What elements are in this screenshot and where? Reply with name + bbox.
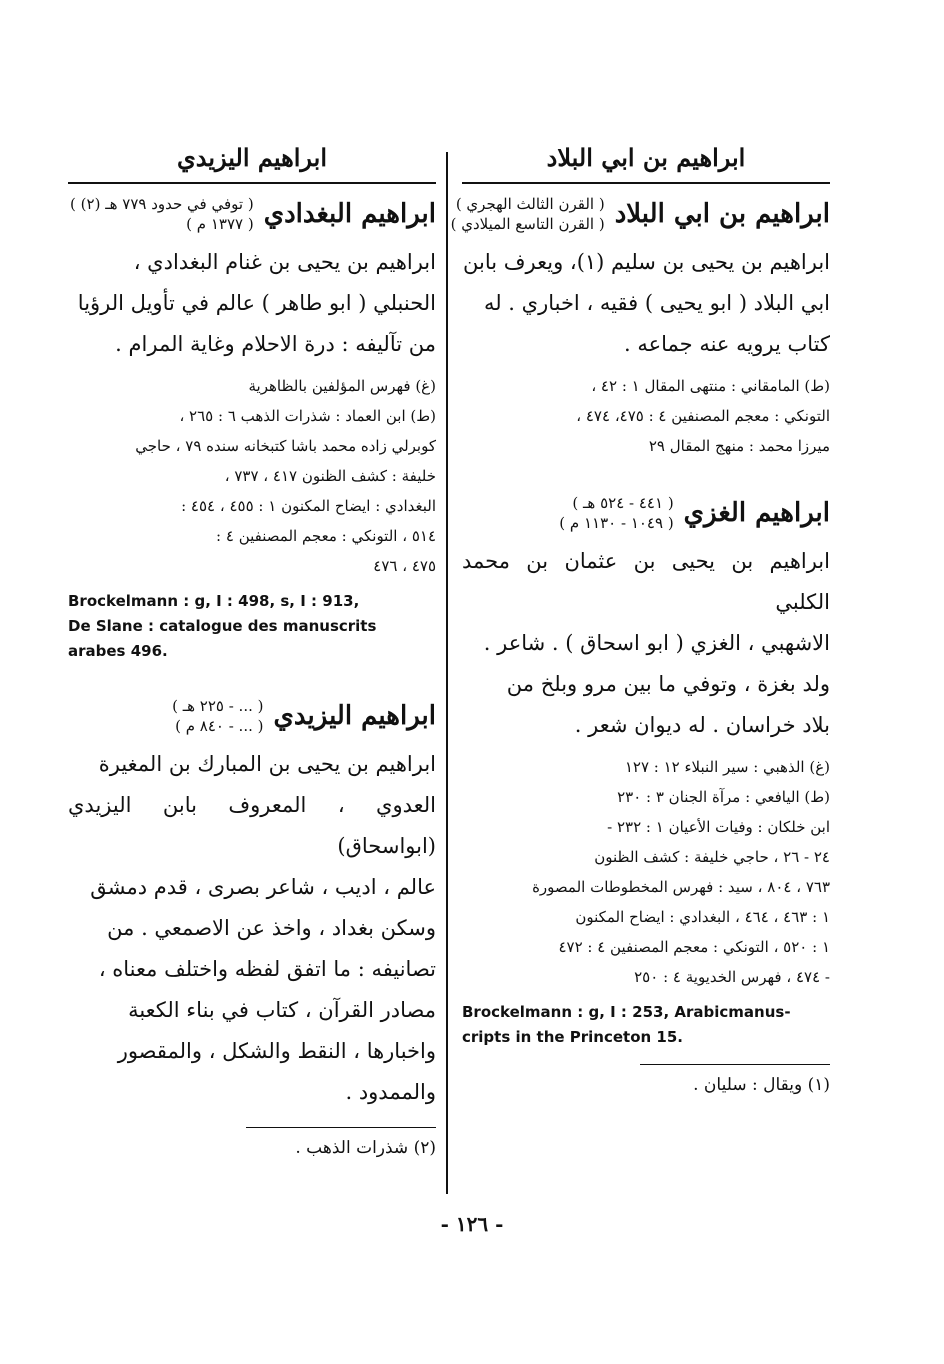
reference-line: ٤٧٥ ، ٤٧٦ bbox=[373, 557, 436, 575]
reference-line: كوبرلي زاده محمد باشا كتبخانه سنده ٧٩ ، حاجي bbox=[135, 437, 436, 455]
body-line: والممدود . bbox=[345, 1080, 436, 1104]
entry-references bbox=[68, 371, 436, 581]
body-line: العدوي ، المعروف بابن اليزيدي (ابواسحاق) bbox=[68, 793, 436, 858]
entry-date-hijri: ( ... - ٢٢٥ هـ ) bbox=[172, 697, 264, 715]
entry-dates bbox=[451, 194, 605, 234]
body-line: بلاد خراسان . له ديوان شعر . bbox=[574, 713, 830, 737]
body-line: ولد بغزة ، وتوفي ما بين مرو وبلخ من bbox=[506, 672, 830, 696]
reference-line: (غ) الذهبي : سير النبلاء ١٢ : ١٢٧ bbox=[624, 758, 830, 776]
running-header-left: ابراهيم اليزيدي bbox=[176, 143, 327, 172]
entry-references bbox=[462, 371, 830, 461]
entry-date-hijri: ( ٤٤١ - ٥٢٤ هـ ) bbox=[572, 494, 674, 512]
body-line: الاشهبي ، الغزي ( ابو اسحاق ) . شاعر . bbox=[483, 631, 830, 655]
entry-date-hijri: ( القرن الثالث الهجري ) bbox=[455, 195, 605, 213]
left-column bbox=[68, 140, 436, 1162]
reference-line: (ط) اليافعي : مرآة الجنان ٣ : ٢٣٠ bbox=[617, 788, 830, 806]
latin-citation bbox=[68, 589, 436, 664]
header-rule-left bbox=[68, 182, 436, 184]
page-number: - ١٢٦ - bbox=[440, 1212, 504, 1236]
entry-dates bbox=[172, 696, 263, 736]
entry-title: ابراهيم البغدادي bbox=[263, 199, 436, 229]
entry-body bbox=[462, 242, 830, 365]
reference-line: ١ : ٤٦٣ ، ٤٦٤ ، البغدادي : ايضاح المكنون bbox=[575, 908, 830, 926]
reference-line: (ط) ابن العماد : شذرات الذهب ٦ : ٢٦٥ ، bbox=[179, 407, 436, 425]
latin-citation bbox=[462, 1000, 830, 1050]
right-column bbox=[450, 140, 830, 1099]
reference-line: ٢٤ - ٢٦ ، حاجي خليفة : كشف الظنون bbox=[594, 848, 830, 866]
reference-line: ٥١٤ ، التونكي : معجم المصنفين ٤ : bbox=[216, 527, 436, 545]
body-line: وسكن بغداد ، واخذ عن الاصمعي . من bbox=[107, 916, 436, 940]
entry-date-gregorian: ( ١٣٧٧ م ) bbox=[186, 215, 254, 233]
reference-line: - ٤٧٤ ، فهرس الخديوية ٤ : ٢٥٠ bbox=[634, 968, 830, 986]
body-line: واخبارها ، النقط والشكل ، والمقصور bbox=[117, 1039, 436, 1063]
body-line: الحنبلي ( ابو طاهر ) عالم في تأويل الرؤيا bbox=[77, 291, 436, 315]
latin-line: Brockelmann : g, I : 253, Arabicmanus- bbox=[462, 1003, 791, 1021]
reference-line: ٧٦٣ ، ٨٠٤ ، سيد : فهرس المخطوطات المصورة bbox=[532, 878, 830, 896]
entry bbox=[450, 194, 830, 461]
entry-title: ابراهيم بن ابي البلاد bbox=[614, 199, 830, 229]
body-line: ابراهيم بن يحيى بن المبارك بن المغيرة bbox=[98, 752, 436, 776]
body-line: ابي البلاد ( ابو يحيى ) فقيه ، اخباري . له bbox=[483, 291, 830, 315]
entry-dates bbox=[559, 493, 673, 533]
entry-date-gregorian: ( ... - ٨٤٠ م ) bbox=[175, 717, 264, 735]
footnote-rule-right bbox=[640, 1064, 830, 1065]
body-line: عالم ، اديب ، شاعر بصرى ، قدم دمشق bbox=[90, 875, 436, 899]
body-line: تصانيفه : ما اتفق لفظه واختلف معناه ، bbox=[98, 957, 436, 981]
reference-line: ميرزا محمد : منهج المقال ٢٩ bbox=[648, 437, 830, 455]
entry-body bbox=[68, 744, 436, 1113]
entry-title: ابراهيم الغزي bbox=[683, 498, 830, 528]
reference-line: (ط) المامقاني : منتهى المقال ١ : ٤٢ ، bbox=[591, 377, 830, 395]
reference-line: خليفة : كشف الظنون ٤١٧ ، ٧٣٧ ، bbox=[224, 467, 436, 485]
body-line: ابراهيم بن يحيى بن عثمان بن محمد الكلبي bbox=[462, 549, 830, 614]
entry bbox=[68, 194, 436, 664]
latin-line: cripts in the Princeton 15. bbox=[462, 1028, 684, 1046]
footnote-left: (٢) شذرات الذهب . bbox=[295, 1138, 436, 1158]
footnote-rule-left bbox=[246, 1127, 436, 1128]
column-divider bbox=[446, 152, 448, 1194]
latin-line: arabes 496. bbox=[68, 642, 168, 660]
body-line: ابراهيم بن يحيى بن غنام البغدادي ، bbox=[133, 250, 436, 274]
entry-date-gregorian: ( القرن التاسع الميلادي ) bbox=[450, 215, 605, 233]
entry-dates bbox=[70, 194, 254, 234]
reference-line: البغدادي : ايضاح المكنون ١ : ٤٥٥ ، ٤٥٤ : bbox=[181, 497, 436, 515]
reference-line: ١ : ٥٢٠ ، التونكي : معجم المصنفين ٤ : ٤٧٢ bbox=[558, 938, 830, 956]
body-line: كتاب يرويه عنه جماعه . bbox=[624, 332, 830, 356]
entry bbox=[68, 696, 436, 1113]
entry-references bbox=[462, 752, 830, 992]
latin-line: Brockelmann : g, I : 498, s, I : 913, bbox=[68, 592, 360, 610]
latin-line: De Slane : catalogue des manuscrits bbox=[68, 617, 377, 635]
entry bbox=[462, 493, 830, 1050]
reference-line: (غ) فهرس المؤلفين بالظاهرية bbox=[248, 377, 436, 395]
footnote-right: (١) ويقال : سليان . bbox=[693, 1075, 830, 1095]
entry-date-hijri: ( توفي في حدود ٧٧٩ هـ (٢) ) bbox=[70, 195, 254, 213]
entry-body bbox=[68, 242, 436, 365]
header-rule-right bbox=[462, 182, 830, 184]
entry-body bbox=[462, 541, 830, 746]
body-line: مصادر القرآن ، كتاب في بناء الكعبة bbox=[128, 998, 436, 1022]
body-line: ابراهيم بن يحيى بن سليم (١)، ويعرف بابن bbox=[463, 250, 830, 274]
running-header-right: ابراهيم بن ابي البلاد bbox=[546, 143, 746, 172]
entry-title: ابراهيم اليزيدي bbox=[273, 701, 436, 731]
reference-line: التونكي : معجم المصنفين ٤ : ٤٧٥، ٤٧٤ ، bbox=[576, 407, 830, 425]
body-line: من تآليفه : درة الاحلام وغاية المرام . bbox=[115, 332, 436, 356]
reference-line: ابن خلكان : وفيات الأعيان ١ : ٢٣٢ - bbox=[607, 818, 830, 836]
entry-date-gregorian: ( ١٠٤٩ - ١١٣٠ م ) bbox=[559, 514, 674, 532]
